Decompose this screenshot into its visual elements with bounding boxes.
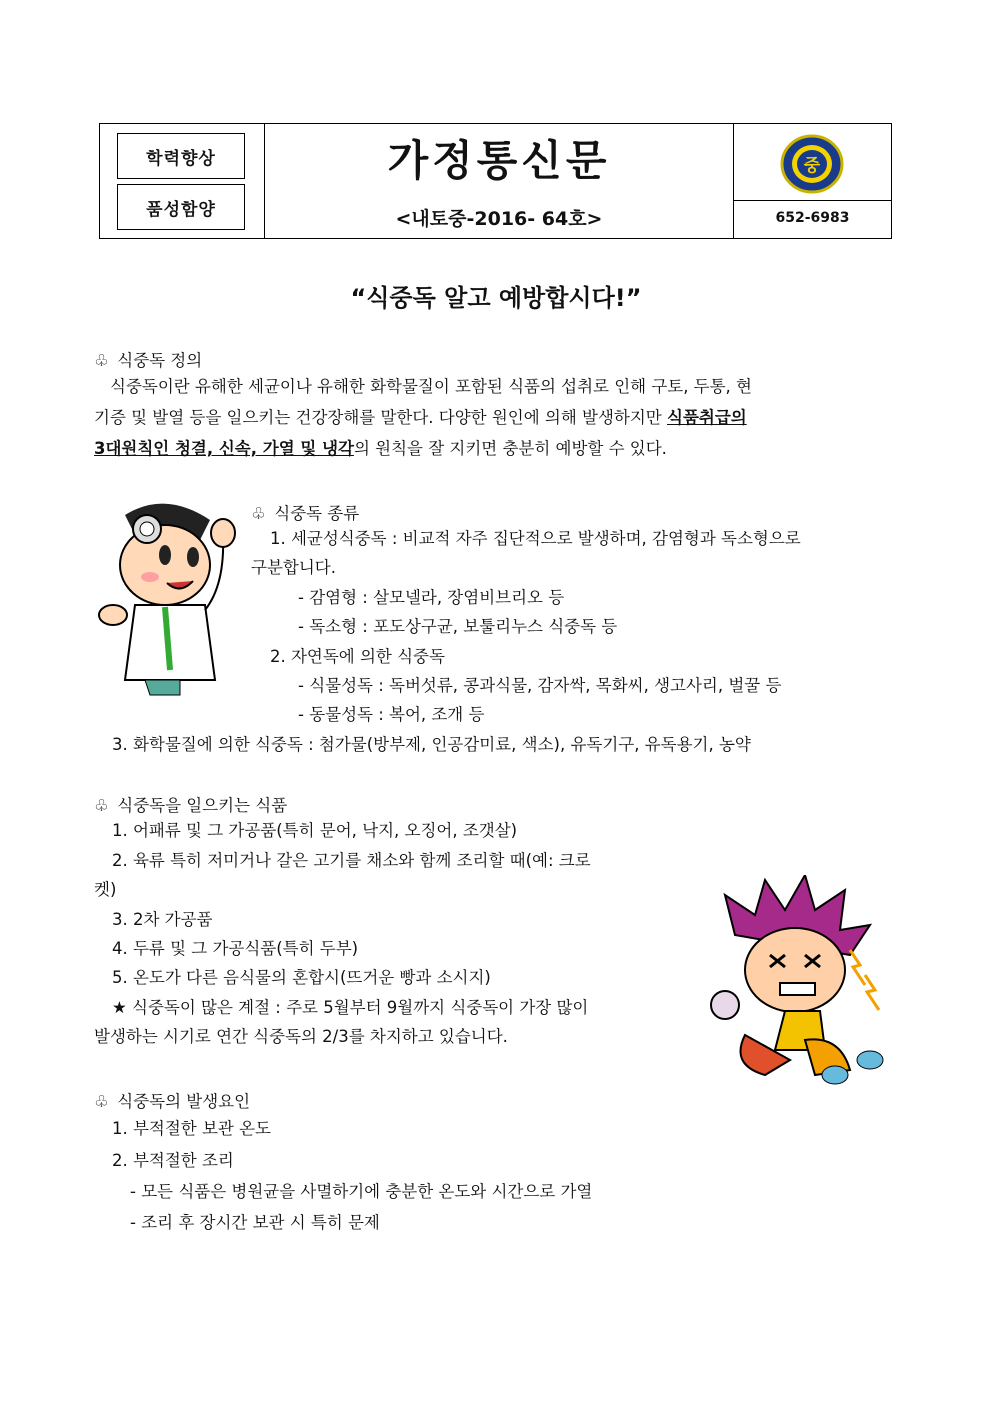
phone-number: 652-6983 <box>775 210 850 226</box>
list-item: 켓) <box>94 880 117 899</box>
paragraph-line: 3대원칙인 청결, 신속, 가열 및 냉각의 원칙을 잘 지키면 충분히 예방할 수 있다. <box>94 439 667 458</box>
header-box <box>99 123 892 239</box>
section-heading: ♧ 식중독을 일으키는 식품 <box>94 796 288 815</box>
section-heading: ♧ 식중독 종류 <box>251 504 360 523</box>
list-item: 3. 화학물질에 의한 식중독 : 첨가물(방부제, 인공감미료, 색소), 유독기구, 유독용기, 농약 <box>112 735 751 754</box>
list-item: - 감염형 : 살모넬라, 장염비브리오 등 <box>298 588 565 607</box>
list-item: - 독소형 : 포도상구균, 보툴리누스 식중독 등 <box>298 617 618 636</box>
list-item: - 조리 후 장시간 보관 시 특히 문제 <box>130 1213 380 1232</box>
list-item: 2. 육류 특히 저미거나 갈은 고기를 채소와 함께 조리할 때(예: 크로 <box>112 851 591 870</box>
list-item: 1. 세균성식중독 : 비교적 자주 집단적으로 발생하며, 감염형과 독소형으로 <box>270 529 801 548</box>
sick-boy-illustration <box>705 875 900 1090</box>
list-item: 5. 온도가 다른 음식물의 혼합시(뜨거운 빵과 소시지) <box>112 968 491 987</box>
motto-character: 품성함양 <box>117 184 245 230</box>
list-item: 3. 2차 가공품 <box>112 910 213 929</box>
divider <box>733 200 892 201</box>
paragraph-line: 기증 및 발열 등을 일으키는 건강장해를 말한다. 다양한 원인에 의해 발생하지만 식품취급의 <box>94 408 747 427</box>
section-heading: ♧ 식중독의 발생요인 <box>94 1092 251 1111</box>
motto-academic: 학력향상 <box>117 133 245 179</box>
section-heading: ♧ 식중독 정의 <box>94 351 203 370</box>
headline: “식중독 알고 예방합시다!” <box>350 284 642 312</box>
list-item: - 식물성독 : 독버섯류, 콩과식물, 감자싹, 목화씨, 생고사리, 벌꿀 등 <box>298 676 782 695</box>
list-item: 4. 두류 및 그 가공식품(특히 두부) <box>112 939 359 958</box>
list-item: 1. 어패류 및 그 가공품(특히 문어, 낙지, 오징어, 조갯살) <box>112 821 518 840</box>
list-item: 구분합니다. <box>251 558 336 577</box>
list-item: - 모든 식품은 병원균을 사멸하기에 충분한 온도와 시간으로 가열 <box>130 1182 593 1201</box>
list-item: ★ 식중독이 많은 계절 : 주로 5월부터 9월까지 식중독이 가장 많이 <box>112 998 589 1017</box>
list-item: 발생하는 시기로 연간 식중독의 2/3를 차지하고 있습니다. <box>94 1027 508 1046</box>
school-logo <box>780 134 844 194</box>
paragraph-line: 식중독이란 유해한 세균이나 유해한 화학물질이 포함된 식품의 섭취로 인해 구토, 두통, 현 <box>110 377 752 396</box>
list-item: 2. 부적절한 조리 <box>112 1151 234 1170</box>
logo-char: 중 <box>803 156 821 176</box>
page-title: 가정통신문 <box>387 136 611 185</box>
list-item: 2. 자연독에 의한 식중독 <box>270 647 445 666</box>
issue-number: <내토중-2016- 64호> <box>395 208 603 230</box>
list-item: - 동물성독 : 복어, 조개 등 <box>298 705 485 724</box>
doctor-illustration <box>95 495 245 700</box>
list-item: 1. 부적절한 보관 온도 <box>112 1119 271 1138</box>
